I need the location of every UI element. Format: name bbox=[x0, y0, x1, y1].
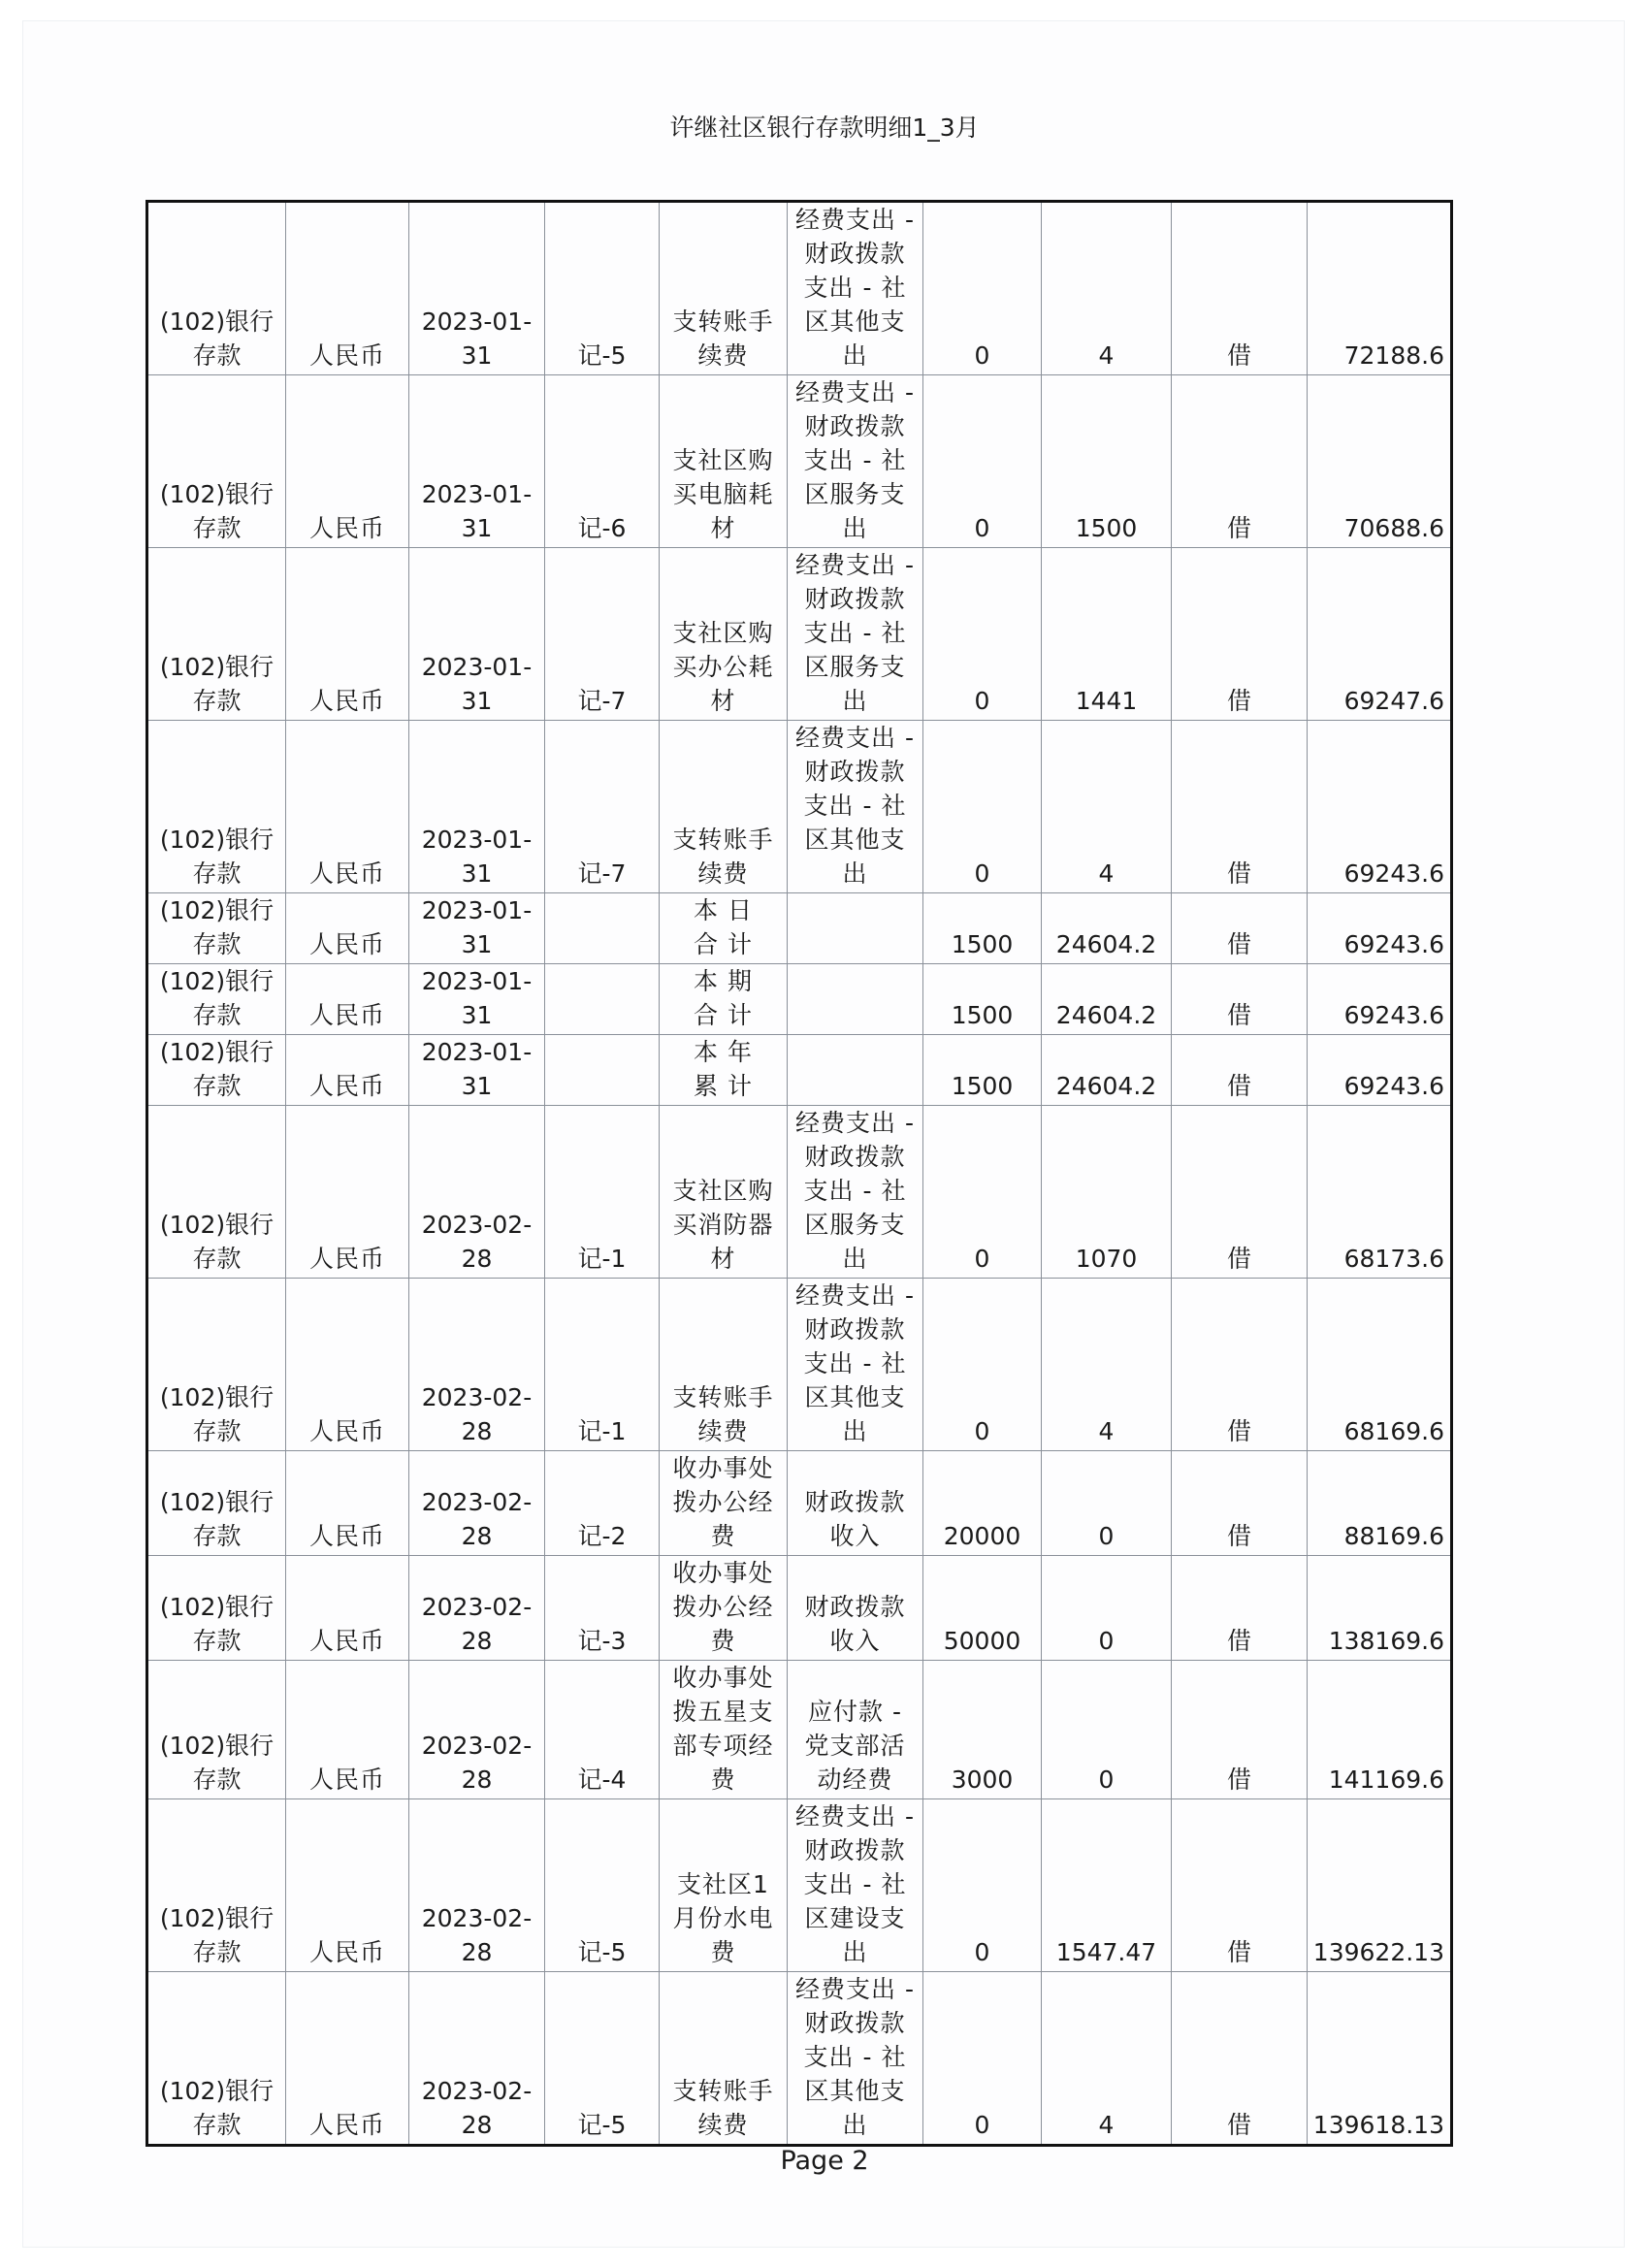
date-cell: 2023-01- 31 bbox=[409, 375, 545, 548]
table-row bbox=[147, 1556, 1452, 1661]
subject-cell: 财政拨款 收入 bbox=[788, 1451, 923, 1556]
summary-cell: 支社区购 买办公耗 材 bbox=[660, 548, 788, 721]
voucher-cell: 记-5 bbox=[545, 202, 660, 375]
debit-cell: 1500 bbox=[923, 964, 1042, 1035]
table-row bbox=[147, 1279, 1452, 1451]
date-cell: 2023-01- 31 bbox=[409, 548, 545, 721]
currency-cell: 人民币 bbox=[286, 1451, 409, 1556]
direction-cell: 借 bbox=[1172, 202, 1308, 375]
account-cell: (102)银行 存款 bbox=[147, 1451, 286, 1556]
debit-cell: 20000 bbox=[923, 1451, 1042, 1556]
account-cell: (102)银行 存款 bbox=[147, 721, 286, 893]
debit-cell: 0 bbox=[923, 1972, 1042, 2146]
subject-cell: 经费支出 - 财政拨款 支出 - 社 区其他支 出 bbox=[788, 1279, 923, 1451]
date-cell: 2023-01- 31 bbox=[409, 893, 545, 964]
subject-cell bbox=[788, 893, 923, 964]
credit-cell: 0 bbox=[1042, 1556, 1172, 1661]
balance-cell: 68173.6 bbox=[1308, 1106, 1452, 1279]
currency-cell: 人民币 bbox=[286, 1661, 409, 1799]
summary-cell: 支转账手 续费 bbox=[660, 1972, 788, 2146]
voucher-cell: 记-1 bbox=[545, 1279, 660, 1451]
subject-cell: 财政拨款 收入 bbox=[788, 1556, 923, 1661]
balance-cell: 70688.6 bbox=[1308, 375, 1452, 548]
balance-cell: 69247.6 bbox=[1308, 548, 1452, 721]
credit-cell: 24604.2 bbox=[1042, 964, 1172, 1035]
account-cell: (102)银行 存款 bbox=[147, 1972, 286, 2146]
account-cell: (102)银行 存款 bbox=[147, 1556, 286, 1661]
bank-deposit-ledger-table bbox=[146, 200, 1453, 2147]
voucher-cell: 记-5 bbox=[545, 1799, 660, 1972]
account-cell: (102)银行 存款 bbox=[147, 548, 286, 721]
credit-cell: 4 bbox=[1042, 721, 1172, 893]
balance-cell: 69243.6 bbox=[1308, 1035, 1452, 1106]
table-row bbox=[147, 202, 1452, 375]
credit-cell: 24604.2 bbox=[1042, 1035, 1172, 1106]
balance-cell: 72188.6 bbox=[1308, 202, 1452, 375]
account-cell: (102)银行 存款 bbox=[147, 1035, 286, 1106]
date-cell: 2023-02- 28 bbox=[409, 1279, 545, 1451]
subject-cell: 应付款 - 党支部活 动经费 bbox=[788, 1661, 923, 1799]
table-row bbox=[147, 375, 1452, 548]
ledger-body bbox=[147, 202, 1452, 2146]
page-number: Page 2 bbox=[780, 2146, 869, 2176]
credit-cell: 1070 bbox=[1042, 1106, 1172, 1279]
date-cell: 2023-02- 28 bbox=[409, 1661, 545, 1799]
table-row bbox=[147, 1799, 1452, 1972]
direction-cell: 借 bbox=[1172, 1451, 1308, 1556]
subject-cell: 经费支出 - 财政拨款 支出 - 社 区其他支 出 bbox=[788, 721, 923, 893]
credit-cell: 0 bbox=[1042, 1451, 1172, 1556]
subject-cell: 经费支出 - 财政拨款 支出 - 社 区服务支 出 bbox=[788, 375, 923, 548]
direction-cell: 借 bbox=[1172, 375, 1308, 548]
document-title: 许继社区银行存款明细1_3月 bbox=[669, 113, 980, 142]
voucher-cell: 记-7 bbox=[545, 548, 660, 721]
account-cell: (102)银行 存款 bbox=[147, 1799, 286, 1972]
currency-cell: 人民币 bbox=[286, 1106, 409, 1279]
table-row bbox=[147, 893, 1452, 964]
summary-cell: 本 年 累 计 bbox=[660, 1035, 788, 1106]
account-cell: (102)银行 存款 bbox=[147, 1661, 286, 1799]
debit-cell: 0 bbox=[923, 202, 1042, 375]
table-row bbox=[147, 1106, 1452, 1279]
subject-cell bbox=[788, 964, 923, 1035]
summary-cell: 收办事处 拨办公经 费 bbox=[660, 1451, 788, 1556]
balance-cell: 139618.13 bbox=[1308, 1972, 1452, 2146]
date-cell: 2023-01- 31 bbox=[409, 1035, 545, 1106]
direction-cell: 借 bbox=[1172, 721, 1308, 893]
debit-cell: 3000 bbox=[923, 1661, 1042, 1799]
direction-cell: 借 bbox=[1172, 893, 1308, 964]
credit-cell: 1500 bbox=[1042, 375, 1172, 548]
voucher-cell: 记-7 bbox=[545, 721, 660, 893]
currency-cell: 人民币 bbox=[286, 721, 409, 893]
voucher-cell: 记-6 bbox=[545, 375, 660, 548]
direction-cell: 借 bbox=[1172, 1106, 1308, 1279]
credit-cell: 24604.2 bbox=[1042, 893, 1172, 964]
subject-cell: 经费支出 - 财政拨款 支出 - 社 区其他支 出 bbox=[788, 1972, 923, 2146]
balance-cell: 69243.6 bbox=[1308, 964, 1452, 1035]
table-row bbox=[147, 1661, 1452, 1799]
account-cell: (102)银行 存款 bbox=[147, 1279, 286, 1451]
currency-cell: 人民币 bbox=[286, 375, 409, 548]
direction-cell: 借 bbox=[1172, 1972, 1308, 2146]
debit-cell: 0 bbox=[923, 721, 1042, 893]
table-row bbox=[147, 1035, 1452, 1106]
voucher-cell: 记-4 bbox=[545, 1661, 660, 1799]
account-cell: (102)银行 存款 bbox=[147, 202, 286, 375]
currency-cell: 人民币 bbox=[286, 893, 409, 964]
date-cell: 2023-01- 31 bbox=[409, 202, 545, 375]
summary-cell: 支社区购 买电脑耗 材 bbox=[660, 375, 788, 548]
date-cell: 2023-02- 28 bbox=[409, 1799, 545, 1972]
summary-cell: 支转账手 续费 bbox=[660, 1279, 788, 1451]
voucher-cell: 记-2 bbox=[545, 1451, 660, 1556]
currency-cell: 人民币 bbox=[286, 1556, 409, 1661]
balance-cell: 138169.6 bbox=[1308, 1556, 1452, 1661]
credit-cell: 1547.47 bbox=[1042, 1799, 1172, 1972]
account-cell: (102)银行 存款 bbox=[147, 375, 286, 548]
summary-cell: 支社区1 月份水电 费 bbox=[660, 1799, 788, 1972]
direction-cell: 借 bbox=[1172, 548, 1308, 721]
table-row bbox=[147, 721, 1452, 893]
direction-cell: 借 bbox=[1172, 1279, 1308, 1451]
summary-cell: 收办事处 拨办公经 费 bbox=[660, 1556, 788, 1661]
account-cell: (102)银行 存款 bbox=[147, 893, 286, 964]
credit-cell: 0 bbox=[1042, 1661, 1172, 1799]
summary-cell: 支转账手 续费 bbox=[660, 721, 788, 893]
voucher-cell: 记-1 bbox=[545, 1106, 660, 1279]
balance-cell: 141169.6 bbox=[1308, 1661, 1452, 1799]
account-cell: (102)银行 存款 bbox=[147, 964, 286, 1035]
subject-cell: 经费支出 - 财政拨款 支出 - 社 区服务支 出 bbox=[788, 1106, 923, 1279]
credit-cell: 4 bbox=[1042, 202, 1172, 375]
voucher-cell: 记-5 bbox=[545, 1972, 660, 2146]
table-row bbox=[147, 964, 1452, 1035]
debit-cell: 0 bbox=[923, 1106, 1042, 1279]
subject-cell: 经费支出 - 财政拨款 支出 - 社 区服务支 出 bbox=[788, 548, 923, 721]
summary-cell: 本 期 合 计 bbox=[660, 964, 788, 1035]
credit-cell: 1441 bbox=[1042, 548, 1172, 721]
account-cell: (102)银行 存款 bbox=[147, 1106, 286, 1279]
direction-cell: 借 bbox=[1172, 964, 1308, 1035]
currency-cell: 人民币 bbox=[286, 964, 409, 1035]
currency-cell: 人民币 bbox=[286, 1035, 409, 1106]
voucher-cell bbox=[545, 1035, 660, 1106]
debit-cell: 0 bbox=[923, 548, 1042, 721]
summary-cell: 支转账手 续费 bbox=[660, 202, 788, 375]
direction-cell: 借 bbox=[1172, 1799, 1308, 1972]
debit-cell: 0 bbox=[923, 375, 1042, 548]
date-cell: 2023-02- 28 bbox=[409, 1556, 545, 1661]
currency-cell: 人民币 bbox=[286, 1799, 409, 1972]
balance-cell: 69243.6 bbox=[1308, 721, 1452, 893]
balance-cell: 68169.6 bbox=[1308, 1279, 1452, 1451]
currency-cell: 人民币 bbox=[286, 1279, 409, 1451]
currency-cell: 人民币 bbox=[286, 1972, 409, 2146]
balance-cell: 139622.13 bbox=[1308, 1799, 1452, 1972]
currency-cell: 人民币 bbox=[286, 202, 409, 375]
debit-cell: 1500 bbox=[923, 1035, 1042, 1106]
table-row bbox=[147, 1972, 1452, 2146]
summary-cell: 本 日 合 计 bbox=[660, 893, 788, 964]
debit-cell: 0 bbox=[923, 1279, 1042, 1451]
date-cell: 2023-01- 31 bbox=[409, 964, 545, 1035]
direction-cell: 借 bbox=[1172, 1035, 1308, 1106]
direction-cell: 借 bbox=[1172, 1556, 1308, 1661]
currency-cell: 人民币 bbox=[286, 548, 409, 721]
summary-cell: 收办事处 拨五星支 部专项经 费 bbox=[660, 1661, 788, 1799]
direction-cell: 借 bbox=[1172, 1661, 1308, 1799]
voucher-cell bbox=[545, 964, 660, 1035]
debit-cell: 0 bbox=[923, 1799, 1042, 1972]
subject-cell: 经费支出 - 财政拨款 支出 - 社 区建设支 出 bbox=[788, 1799, 923, 1972]
date-cell: 2023-02- 28 bbox=[409, 1451, 545, 1556]
summary-cell: 支社区购 买消防器 材 bbox=[660, 1106, 788, 1279]
table-row bbox=[147, 1451, 1452, 1556]
debit-cell: 50000 bbox=[923, 1556, 1042, 1661]
subject-cell bbox=[788, 1035, 923, 1106]
voucher-cell: 记-3 bbox=[545, 1556, 660, 1661]
voucher-cell bbox=[545, 893, 660, 964]
balance-cell: 88169.6 bbox=[1308, 1451, 1452, 1556]
table-row bbox=[147, 548, 1452, 721]
date-cell: 2023-02- 28 bbox=[409, 1106, 545, 1279]
date-cell: 2023-01- 31 bbox=[409, 721, 545, 893]
balance-cell: 69243.6 bbox=[1308, 893, 1452, 964]
debit-cell: 1500 bbox=[923, 893, 1042, 964]
credit-cell: 4 bbox=[1042, 1972, 1172, 2146]
date-cell: 2023-02- 28 bbox=[409, 1972, 545, 2146]
subject-cell: 经费支出 - 财政拨款 支出 - 社 区其他支 出 bbox=[788, 202, 923, 375]
credit-cell: 4 bbox=[1042, 1279, 1172, 1451]
